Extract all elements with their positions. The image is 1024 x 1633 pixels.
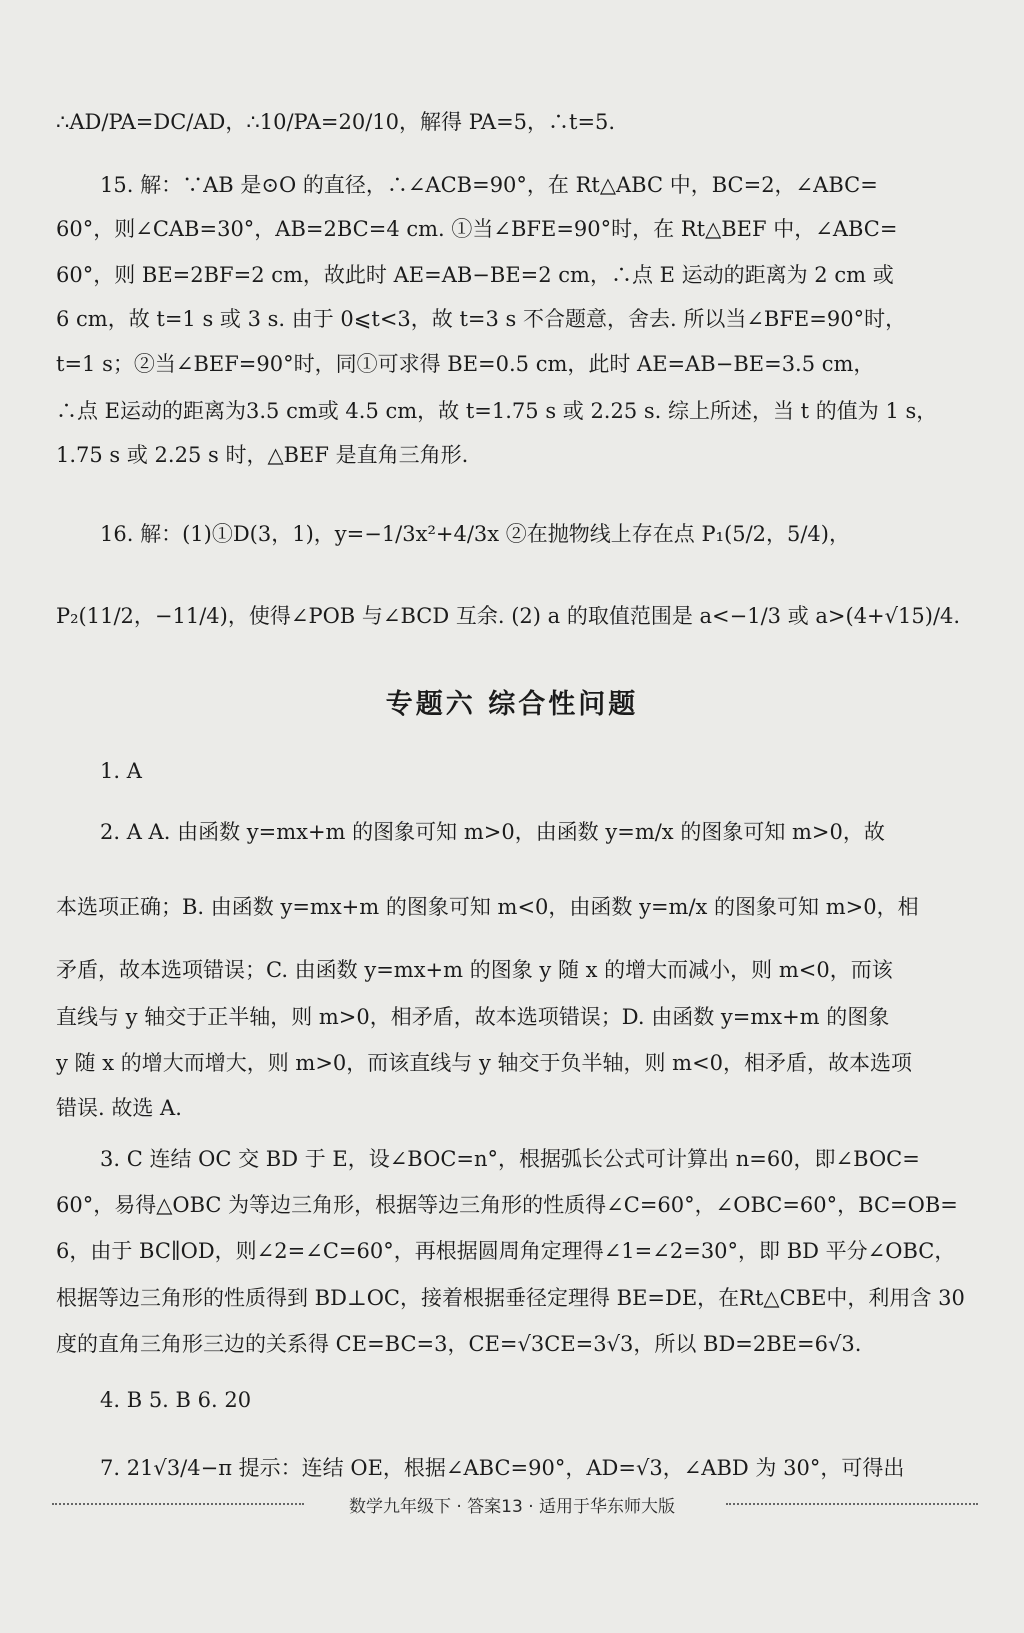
text-line: 60°，则 BE=2BF=2 cm，故此时 AE=AB−BE=2 cm，∴点 E 运动的距离为 2 cm 或 (56, 263, 894, 287)
text-line: 直线与 y 轴交于正半轴，则 m>0，相矛盾，故本选项错误；D. 由函数 y=mx+m 的图象 (56, 1005, 890, 1029)
text-line: y 随 x 的增大而增大，则 m>0，而该直线与 y 轴交于负半轴，则 m<0，相矛盾，故本选项 (56, 1051, 913, 1075)
text-line: 1.75 s 或 2.25 s 时，△BEF 是直角三角形. (56, 443, 469, 467)
text-line: 矛盾，故本选项错误；C. 由函数 y=mx+m 的图象 y 随 x 的增大而减小，则 m<0，而该 (56, 958, 893, 982)
text-line: 度的直角三角形三边的关系得 CE=BC=3，CE=√3CE=3√3，所以 BD=2BE=6√3. (56, 1332, 862, 1356)
text-line: t=1 s；②当∠BEF=90°时，同①可求得 BE=0.5 cm，此时 AE=AB−BE=3.5 cm， (56, 352, 875, 376)
text-line: 错误. 故选 A. (56, 1096, 182, 1120)
section-title: 专题六 综合性问题 (385, 689, 639, 720)
text-line: 3. C 连结 OC 交 BD 于 E，设∠BOC=n°，根据弧长公式可计算出 n=60，即∠BOC= (100, 1147, 920, 1171)
text-line: 60°，则∠CAB=30°，AB=2BC=4 cm. ①当∠BFE=90°时，在 Rt△BEF 中，∠ABC= (56, 217, 898, 241)
text-line: 15. 解：∵AB 是⊙O 的直径，∴∠ACB=90°，在 Rt△ABC 中，BC=2，∠ABC= (100, 173, 878, 197)
text-line: ∴点 E运动的距离为3.5 cm或 4.5 cm，故 t=1.75 s 或 2.25 s. 综上所述，当 t 的值为 1 s， (56, 399, 938, 423)
text-line: 6，由于 BC∥OD，则∠2=∠C=60°，再根据圆周角定理得∠1=∠2=30°，即 BD 平分∠OBC， (56, 1239, 956, 1263)
footer-rule-right (726, 1503, 978, 1505)
text-line: P₂(11/2，−11/4)，使得∠POB 与∠BCD 互余. (2) a 的取值范围是 a<−1/3 或 a>(4+√15)/4. (56, 604, 961, 628)
text-line: 2. A A. 由函数 y=mx+m 的图象可知 m>0，由函数 y=m/x 的图象可知 m>0，故 (100, 820, 885, 844)
text-line: 60°，易得△OBC 为等边三角形，根据等边三角形的性质得∠C=60°，∠OBC=60°，BC=OB= (56, 1193, 958, 1217)
page-footer: 数学九年级下 · 答案13 · 适用于华东师大版 (348, 1497, 676, 1517)
text-line: 根据等边三角形的性质得到 BD⊥OC，接着根据垂径定理得 BE=DE，在Rt△CBE中，利用含 30 (56, 1286, 965, 1310)
text-line: 1. A (100, 759, 142, 783)
text-line: ∴AD/PA=DC/AD，∴10/PA=20/10，解得 PA=5，∴t=5. (56, 110, 616, 134)
text-line: 6 cm，故 t=1 s 或 3 s. 由于 0⩽t<3，故 t=3 s 不合题意，舍去. 所以当∠BFE=90°时， (56, 307, 907, 331)
text-line: 7. 21√3/4−π 提示：连结 OE，根据∠ABC=90°，AD=√3，∠ABD 为 30°，可得出 (100, 1456, 905, 1480)
text-line: 4. B 5. B 6. 20 (100, 1388, 252, 1412)
text-line: 本选项正确；B. 由函数 y=mx+m 的图象可知 m<0，由函数 y=m/x 的图象可知 m>0，相 (56, 895, 919, 919)
text-line: 16. 解：(1)①D(3，1)，y=−1/3x²+4/3x ②在抛物线上存在点 P₁(5/2，5/4)， (100, 522, 850, 546)
